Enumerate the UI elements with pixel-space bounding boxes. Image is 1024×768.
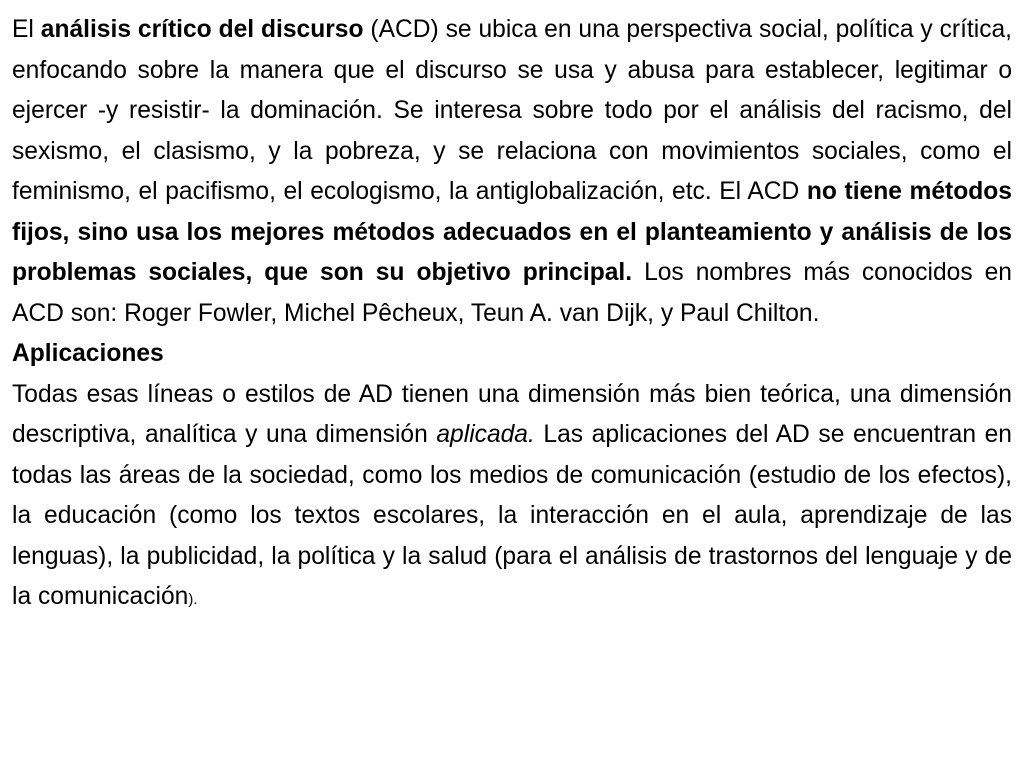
applications-areas-text: Las aplicaciones del AD se encuentran en todas las áreas de la sociedad, como los medios de comunicación (estudio de los efectos), la educación (como los textos escolares, la interacción en el aula, aprendizaje de las lenguas), la publicidad, la política y la salud (para el análisis de trastornos del lenguaje y de la comunicación — [12, 421, 1012, 610]
applications-heading: Aplicaciones — [12, 340, 164, 367]
acd-description-text: (ACD) se ubica en una perspectiva social, política y crítica, enfocando sobre la manera que el discurso se usa y abusa para establecer, legitimar o ejercer -y resistir- la dominación. Se interesa sobre todo por el análisis del racismo, del sexismo, el clasismo, y la pobreza, y se relaciona con movimientos sociales, como el feminismo, el pacifismo, el ecologismo, la antiglobalización, etc. El ACD — [12, 16, 1013, 205]
acd-term-bold: análisis crítico del discurso — [40, 16, 364, 43]
applications-applied-italic: aplicada. — [436, 421, 535, 448]
applications-intro-text: Todas esas líneas o estilos de AD tienen una dimensión más bien teórica, una dimensión descriptiva, analítica y una dimensión — [12, 380, 1012, 448]
acd-names-text: Los nombres más conocidos en ACD son: Roger Fowler, Michel Pêcheux, Teun A. van Dijk, y Paul Chilton. — [12, 259, 1012, 327]
applications-paragraph — [12, 375, 1012, 621]
acd-methods-bold: no tiene métodos fijos, sino usa los mejores métodos adecuados en el planteamiento y análisis de los problemas sociales, que son su objetivo principal. — [12, 178, 1012, 286]
acd-intro-text: El — [12, 16, 41, 43]
acd-paragraph — [12, 10, 1012, 334]
applications-closing-punctuation: ). — [188, 591, 198, 608]
